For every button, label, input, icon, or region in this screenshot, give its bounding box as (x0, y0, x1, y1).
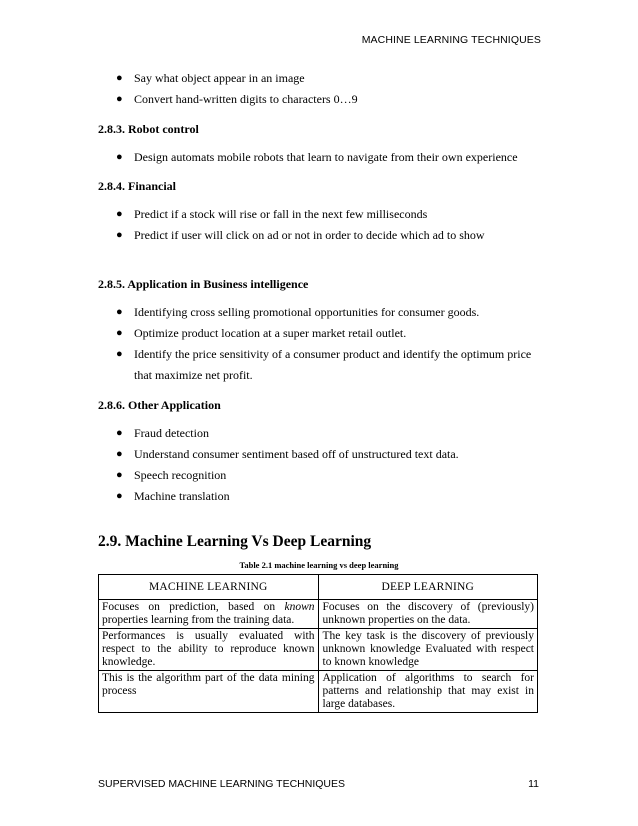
bullet-icon: ● (116, 93, 123, 105)
running-footer: SUPERVISED MACHINE LEARNING TECHNIQUES (98, 778, 345, 790)
list-item: ● Speech recognition (0, 465, 638, 486)
table-cell-dl: The key task is the discovery of previously unknown knowledge Evaluated with respect to known knowledge (318, 629, 538, 671)
bullet-icon: ● (116, 348, 123, 360)
list-item: ● Convert hand-written digits to characters 0…9 (0, 89, 638, 110)
section-title-ml-vs-dl: 2.9. Machine Learning Vs Deep Learning (98, 533, 372, 550)
bullet-icon: ● (116, 327, 123, 339)
bullet-icon: ● (116, 208, 123, 220)
column-header-ml: MACHINE LEARNING (99, 575, 319, 600)
financial-list (0, 204, 638, 246)
list-item: ● Fraud detection (0, 423, 638, 444)
list-item: ● Understand consumer sentiment based off of unstructured text data. (0, 444, 638, 465)
table-row (99, 600, 538, 629)
business-intelligence-list (0, 302, 638, 386)
running-header: MACHINE LEARNING TECHNIQUES (361, 34, 541, 46)
list-item: ● Say what object appear in an image (0, 68, 638, 89)
section-heading-financial: 2.8.4. Financial (98, 179, 177, 193)
column-header-dl: DEEP LEARNING (318, 575, 538, 600)
table-cell-ml: Performances is usually evaluated with respect to the ability to reproduce known knowledge. (99, 629, 319, 671)
table-row (99, 629, 538, 671)
bullet-icon: ● (116, 72, 123, 84)
other-application-list (0, 423, 638, 507)
table-cell-ml: This is the algorithm part of the data mining process (99, 671, 319, 713)
list-item: ● Design automats mobile robots that learn to navigate from their own experience (0, 147, 638, 168)
page-number: 11 (528, 778, 539, 790)
list-item: ● Identify the price sensitivity of a consumer product and identify the optimum price that maximize net profit. (0, 344, 638, 386)
bullet-icon: ● (116, 448, 123, 460)
bullet-icon: ● (116, 151, 123, 163)
table-cell-dl: Application of algorithms to search for patterns and relationship that may exist in large databases. (318, 671, 538, 713)
bullet-icon: ● (116, 306, 123, 318)
table-cell-ml: Focuses on prediction, based on known properties learning from the training data. (99, 600, 319, 629)
emphasis-text: known (284, 601, 315, 613)
section-heading-other-application: 2.8.6. Other Application (98, 398, 221, 412)
list-item: ● Predict if user will click on ad or not in order to decide which ad to show (0, 225, 638, 246)
robot-control-list (0, 147, 638, 168)
intro-bullet-list (0, 68, 638, 110)
section-heading-robot-control: 2.8.3. Robot control (98, 122, 199, 136)
bullet-icon: ● (116, 229, 123, 241)
list-item: ● Identifying cross selling promotional opportunities for consumer goods. (0, 302, 638, 323)
table-caption: Table 2.1 machine learning vs deep learning (239, 560, 399, 570)
list-item: ● Predict if a stock will rise or fall in the next few milliseconds (0, 204, 638, 225)
bullet-icon: ● (116, 469, 123, 481)
bullet-icon: ● (116, 490, 123, 502)
comparison-table (98, 574, 538, 713)
section-heading-business-intelligence: 2.8.5. Application in Business intelligence (98, 277, 309, 291)
bullet-icon: ● (116, 427, 123, 439)
table-row (99, 671, 538, 713)
table-cell-dl: Focuses on the discovery of (previously) unknown properties on the data. (318, 600, 538, 629)
list-item: ● Machine translation (0, 486, 638, 507)
list-item: ● Optimize product location at a super market retail outlet. (0, 323, 638, 344)
table-header-row (99, 575, 538, 600)
